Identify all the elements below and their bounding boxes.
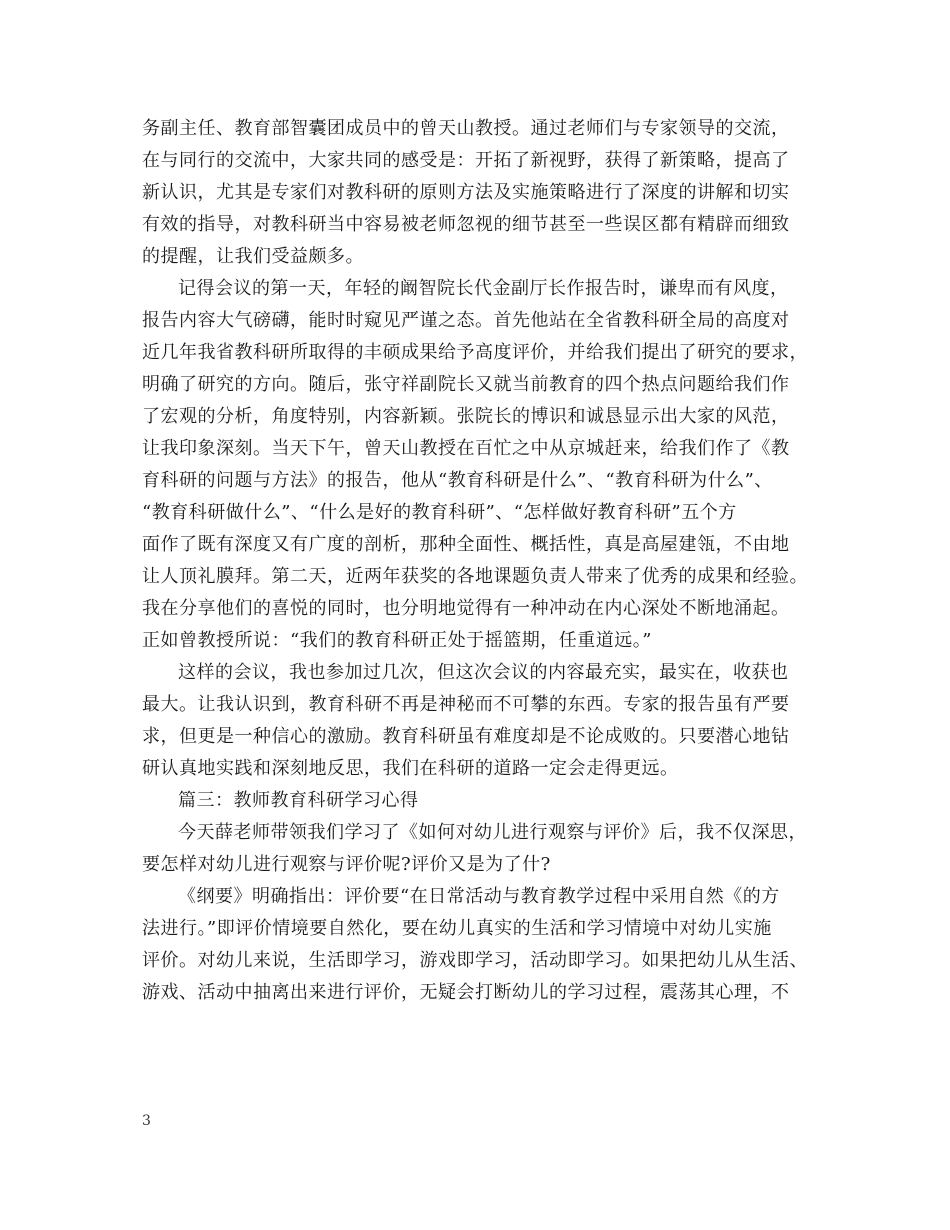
body-text: [142, 113, 810, 1009]
text-line: 近几年我省教科研所取得的丰硕成果给予高度评价，并给我们提出了研究的要求，: [142, 342, 808, 363]
text-line: 我在分享他们的喜悦的同时，也分明地觉得有一种冲动在内心深处不断地涌起。: [142, 598, 790, 619]
paragraph-start-line: 今天薛老师带领我们学习了《如何对幼儿进行观察与评价》后，我不仅深思，: [178, 822, 807, 843]
text-line: 最大。让我认识到，教育科研不再是神秘而不可攀的东西。专家的报告虽有严要: [142, 694, 790, 715]
text-line: 正如曾教授所说：“我们的教育科研正处于摇篮期，任重道远。”: [142, 630, 652, 651]
text-line: 新认识，尤其是专家们对教科研的原则方法及实施策略进行了深度的讲解和切实: [142, 182, 790, 203]
paragraph-start-line: 《纲要》明确指出：评价要“在日常活动与教育教学过程中采用自然《的方: [178, 886, 780, 907]
text-line: 研认真地实践和深刻地反思，我们在科研的道路一定会走得更远。: [142, 758, 679, 779]
paragraph-start-line: 这样的会议，我也参加过几次，但这次会议的内容最充实，最实在，收获也: [178, 662, 789, 683]
text-line: 明确了研究的方向。随后，张守祥副院长又就当前教育的四个热点问题给我们作: [142, 374, 790, 395]
section-heading: 篇三：教师教育科研学习心得: [178, 790, 419, 811]
text-line: 让人顶礼膜拜。第二天，近两年获奖的各地课题负责人带来了优秀的成果和经验。: [142, 566, 808, 587]
text-line: 面作了既有深度又有广度的剖析，那种全面性、概括性，真是高屋建瓴，不由地: [142, 534, 790, 555]
paragraph-start-line: 记得会议的第一天，年轻的阚智院长代金副厅长作报告时，谦卑而有风度，: [178, 278, 789, 299]
text-line: 有效的指导，对教科研当中容易被老师忽视的细节甚至一些误区都有精辟而细致: [142, 214, 790, 235]
text-line: 求，但更是一种信心的激励。教育科研虽有难度却是不论成败的。只要潜心地钻: [142, 726, 790, 747]
text-line: 育科研的问题与方法》的报告，他从“教育科研是什么”、“教育科研为什么”、: [142, 470, 773, 491]
text-line: 评价。对幼儿来说，生活即学习，游戏即学习，活动即学习。如果把幼儿从生活、: [142, 950, 808, 971]
text-line: 法进行。”即评价情境要自然化，要在幼儿真实的生活和学习情境中对幼儿实施: [142, 918, 772, 939]
text-line: 了宏观的分析，角度特别，内容新颖。张院长的博识和诚恳显示出大家的风范，: [142, 406, 790, 427]
text-line: “教育科研做什么”、“什么是好的教育科研”、“怎样做好教育科研”五个方: [142, 502, 737, 523]
text-line: 让我印象深刻。当天下午，曾天山教授在百忙之中从京城赶来，给我们作了《教: [142, 438, 790, 459]
text-line: 游戏、活动中抽离出来进行评价，无疑会打断幼儿的学习过程，震荡其心理，不: [142, 982, 790, 1003]
page-number: 3: [142, 1113, 151, 1129]
text-line: 报告内容大气磅礴，能时时窥见严谨之态。首先他站在全省教科研全局的高度对: [142, 310, 790, 331]
text-line: 在与同行的交流中，大家共同的感受是：开拓了新视野，获得了新策略，提高了: [142, 150, 790, 171]
text-line: 要怎样对幼儿进行观察与评价呢?评价又是为了什?: [142, 854, 551, 875]
text-line: 务副主任、教育部智囊团成员中的曾天山教授。通过老师们与专家领导的交流，: [142, 118, 790, 139]
text-line: 的提醒，让我们受益颇多。: [142, 246, 364, 267]
